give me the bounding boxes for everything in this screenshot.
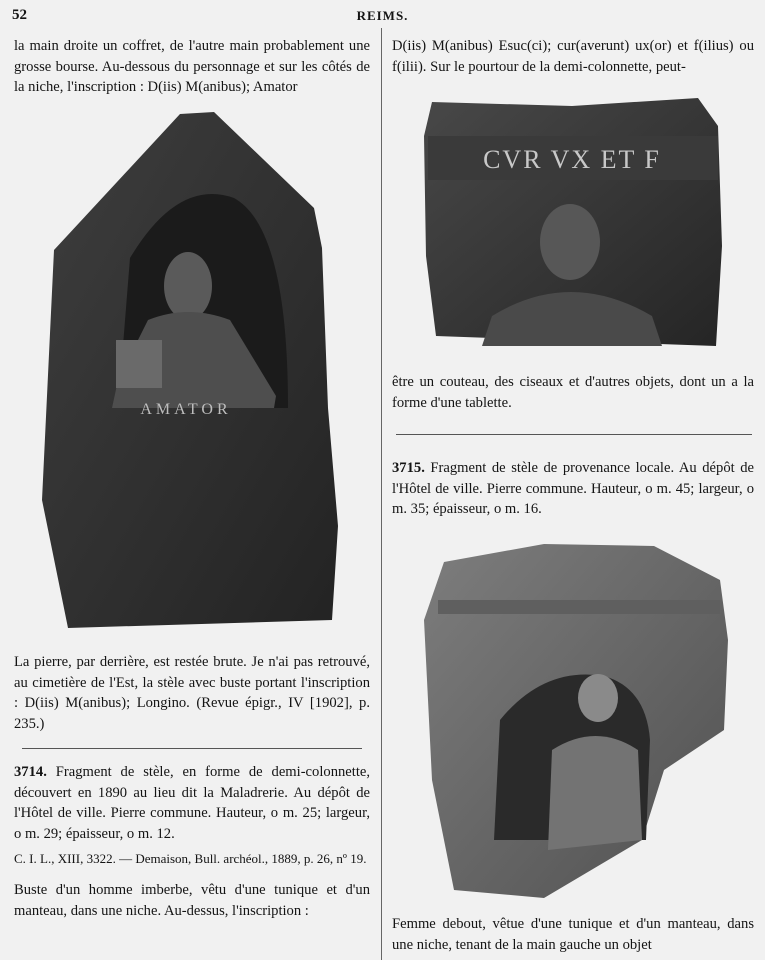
entry-3714: [14, 762, 370, 844]
esuccius-inscription: CVR VX ET F: [483, 145, 661, 174]
stele-amator-photo: [38, 108, 344, 634]
right-intro-paragraph: D(iis) M(anibus) Esuc(ci); cur(averunt) ux(or) et f(ilius) ou f(ilii). Sur le pourtour de la demi-colonnette, peut-: [392, 38, 754, 75]
entry-3714-description: Buste d'un homme imberbe, vêtu d'une tunique et d'un manteau, dans une niche. Au-dessus, l'inscription :: [14, 882, 370, 919]
right-entry-3715: [392, 458, 754, 520]
closing-paragraph: Femme debout, vêtue d'une tunique et d'un manteau, dans une niche, tenant de la main gauche un objet: [392, 916, 754, 953]
back-of-stone-paragraph: La pierre, par derrière, est restée brute. Je n'ai pas retrouvé, au cimetière de l'Est, la stèle avec buste portant l'inscription : D(iis) M(anibus); Longino. (Revue épigr., IV [1902], p. 235.): [14, 654, 370, 732]
section-rule-right: [396, 434, 752, 435]
entry-3715-number: 3715.: [392, 460, 425, 476]
column-divider: [381, 28, 382, 960]
left-intro: [14, 36, 370, 98]
right-closing: [392, 914, 754, 955]
left-para-back: [14, 652, 370, 921]
amator-inscription: AMATOR: [140, 401, 232, 418]
entry-3715: [392, 458, 754, 520]
left-intro-paragraph: la main droite un coffret, de l'autre main probablement une grosse bourse. Au-dessous du personnage et sur les côtés de la niche, l'inscription : D(iis) M(anibus); Amator: [14, 38, 370, 95]
entry-3714-citation: C. I. L., XIII, 3322. — Demaison, Bull. archéol., 1889, p. 26, nº 19.: [14, 851, 367, 866]
entry-3714-number: 3714.: [14, 764, 47, 780]
running-header: [0, 7, 765, 27]
section-rule: [22, 748, 362, 749]
page-number: 52: [12, 7, 27, 23]
demi-colonnette-fragment-photo: [422, 96, 724, 354]
running-title: REIMS.: [356, 8, 409, 23]
entry-3715-text: Fragment de stèle de provenance locale. Au dépôt de l'Hôtel de ville. Pierre commune. Hauteur, o m. 45; largeur, o m. 35; épaisseur, o m. 16.: [392, 460, 754, 517]
after-figure-paragraph: être un couteau, des ciseaux et d'autres objets, dont un a la forme d'une tablette.: [392, 374, 754, 411]
stele-woman-niche-photo: [424, 540, 728, 902]
entry-3714-text: Fragment de stèle, en forme de demi-colonnette, découvert en 1890 au lieu dit la Maladrerie. Au dépôt de l'Hôtel de ville. Pierre commune. Hauteur, o m. 25; largeur, o m. 29; épaisseur, o m. 12.: [14, 764, 370, 842]
right-intro: [392, 36, 754, 77]
right-after-fig2: [392, 372, 754, 413]
